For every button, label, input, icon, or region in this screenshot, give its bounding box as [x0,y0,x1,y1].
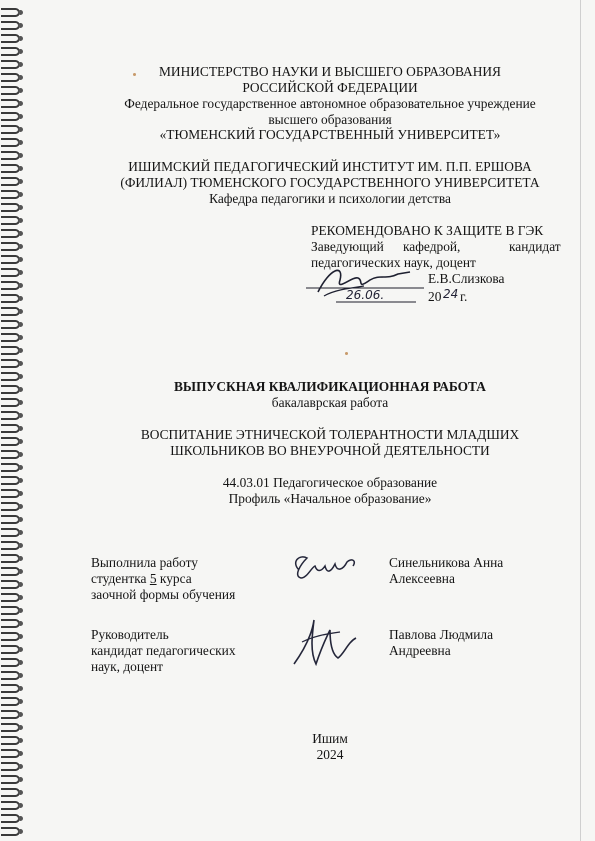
approval-position-line-2: педагогических наук, доцент [311,255,476,270]
binding-hole [18,556,23,561]
binding-hole [18,764,23,769]
binding-hole [18,686,23,691]
approval-position-word-1: Заведующий [311,239,384,254]
binding-hole [18,478,23,483]
binding-hole [18,10,23,15]
binding-hole [18,36,23,41]
binding-hole [18,751,23,756]
author-label-line-3: заочной формы обучения [91,587,236,602]
work-title-line-2: ШКОЛЬНИКОВ ВО ВНЕУРОЧНОЙ ДЕЯТЕЛЬНОСТИ [170,443,490,458]
binding-hole [18,153,23,158]
ministry-line-2: РОССИЙСКОЙ ФЕДЕРАЦИИ [242,80,418,95]
ministry-line-1: МИНИСТЕРСТВО НАУКИ И ВЫСШЕГО ОБРАЗОВАНИЯ [159,64,501,79]
binding-hole [18,595,23,600]
author-label-line-2 [91,571,192,587]
institution-type-line-1: Федеральное государственное автономное образовательное учреждение [124,96,536,111]
binding-hole [18,205,23,210]
institute-line-2: (ФИЛИАЛ) ТЮМЕНСКОГО ГОСУДАРСТВЕННОГО УНИВЕРСИТЕТА [120,175,540,190]
approval-year-handwritten: 24 [443,287,459,301]
binding-hole [18,803,23,808]
supervisor-label-line-1: Руководитель [91,627,169,642]
author-name-line-1: Синельникова Анна [389,555,504,570]
city: Ишим [312,731,348,746]
binding-hole [18,140,23,145]
binding-hole [18,621,23,626]
binding-hole [18,231,23,236]
binding-hole [18,569,23,574]
year: 2024 [316,747,344,762]
study-profile: Профиль «Начальное образование» [228,491,432,506]
binding-hole [18,673,23,678]
approval-position-word-3: кандидат [509,239,561,254]
supervisor-signature [286,612,368,670]
approval-signer: Е.В.Слизкова [428,271,505,286]
university-name: «ТЮМЕНСКИЙ ГОСУДАРСТВЕННЫЙ УНИВЕРСИТЕТ» [159,127,501,142]
binding-hole [18,387,23,392]
approval-year-prefix: 20 [428,289,442,304]
approval-heading: РЕКОМЕНДОВАНО К ЗАЩИТЕ В ГЭК [311,223,544,238]
binding-hole [18,400,23,405]
binding-hole [18,218,23,223]
spiral-binding [0,0,24,841]
binding-hole [18,504,23,509]
author-signature [287,548,367,588]
binding-hole [18,816,23,821]
department-name: Кафедра педагогики и психологии детства [209,191,451,206]
supervisor-name-line-2: Андреевна [389,643,451,658]
binding-hole [18,244,23,249]
institute-line-1: ИШИМСКИЙ ПЕДАГОГИЧЕСКИЙ ИНСТИТУТ ИМ. П.П. ЕРШОВА [128,159,532,174]
binding-hole [18,348,23,353]
approval-year-suffix: г. [460,289,468,304]
binding-hole [18,101,23,106]
binding-hole [18,712,23,717]
binding-hole [18,88,23,93]
binding-hole [18,465,23,470]
institution-type-line-2: высшего образования [268,112,392,127]
binding-hole [18,738,23,743]
binding-hole [18,517,23,522]
binding-hole [18,257,23,262]
binding-hole [18,322,23,327]
approval-date-handwritten: 26.06. [346,288,385,302]
binding-hole [18,75,23,80]
binding-hole [18,166,23,171]
binding-hole [18,777,23,782]
binding-hole [18,283,23,288]
binding-hole [18,647,23,652]
supervisor-name-line-1: Павлова Людмила [389,627,494,642]
supervisor-label-line-2: кандидат педагогических [91,643,236,658]
binding-hole [18,426,23,431]
binding-hole [18,439,23,444]
author-label-prefix: студентка [91,571,147,586]
binding-hole [18,452,23,457]
author-course-number: 5 [149,571,157,586]
binding-hole [18,296,23,301]
binding-hole [18,62,23,67]
author-name-line-2: Алексеевна [389,571,455,586]
binding-hole [18,114,23,119]
author-label-suffix: курса [159,571,192,586]
binding-hole [18,270,23,275]
binding-hole [18,699,23,704]
binding-hole [18,192,23,197]
work-title-line-1: ВОСПИТАНИЕ ЭТНИЧЕСКОЙ ТОЛЕРАНТНОСТИ МЛАДШИХ [140,427,520,442]
binding-hole [18,829,23,834]
paper-speck [345,352,348,355]
paper-speck [133,73,136,76]
binding-hole [18,634,23,639]
binding-hole [18,374,23,379]
binding-hole [18,23,23,28]
binding-hole [18,530,23,535]
binding-hole [18,608,23,613]
binding-hole [18,361,23,366]
binding-hole [18,582,23,587]
binding-hole [18,127,23,132]
binding-hole [18,790,23,795]
binding-hole [18,543,23,548]
binding-hole [18,413,23,418]
binding-hole [18,660,23,665]
approval-position-word-2: кафедрой, [403,239,461,254]
binding-hole [18,179,23,184]
binding-hole [18,309,23,314]
study-program: 44.03.01 Педагогическое образование [222,475,438,490]
binding-hole [18,725,23,730]
binding-hole [18,49,23,54]
supervisor-label-line-3: наук, доцент [91,659,163,674]
work-type: ВЫПУСКНАЯ КВАЛИФИКАЦИОННАЯ РАБОТА [174,379,486,394]
author-label-line-1: Выполнила работу [91,555,198,570]
binding-hole [18,491,23,496]
work-subtype: бакалаврская работа [271,395,389,410]
binding-hole [18,335,23,340]
